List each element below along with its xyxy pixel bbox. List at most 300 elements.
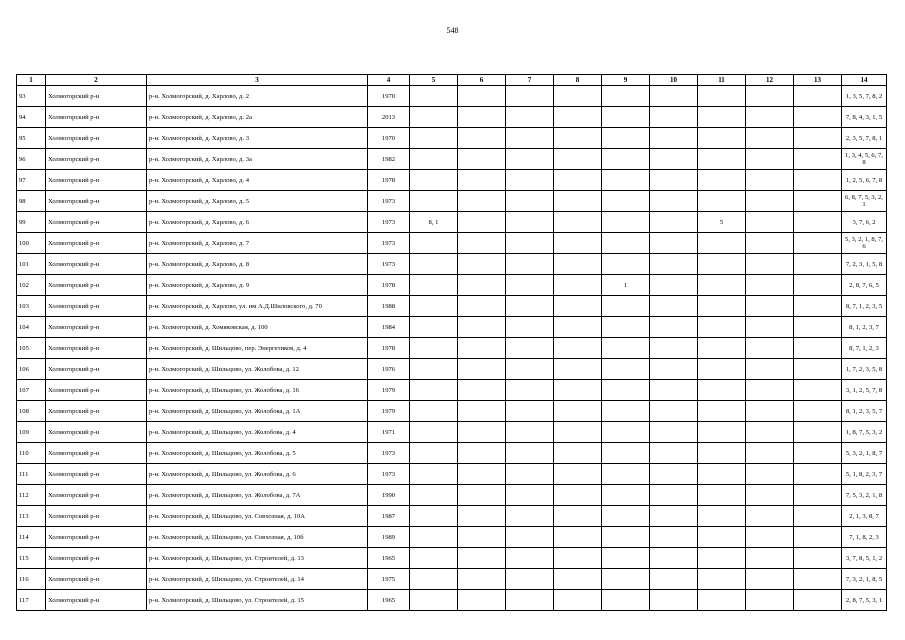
col14-cell: 5, 3, 2, 1, 8, 7, 6 (842, 233, 887, 254)
empty-cell (650, 317, 698, 338)
empty-cell (746, 107, 794, 128)
row-number-cell: 102 (17, 275, 46, 296)
table-row (17, 107, 887, 128)
table-row (17, 380, 887, 401)
year-cell: 1970 (368, 86, 410, 107)
empty-cell (746, 464, 794, 485)
district-cell: Холмогорский р-н (46, 191, 147, 212)
address-cell: р-н. Холмогорский, д. Харлово, д. 7 (147, 233, 368, 254)
row-number-cell: 106 (17, 359, 46, 380)
district-cell: Холмогорский р-н (46, 485, 147, 506)
col9-cell (602, 191, 650, 212)
empty-cell (794, 107, 842, 128)
district-cell: Холмогорский р-н (46, 380, 147, 401)
empty-cell (794, 191, 842, 212)
district-cell: Холмогорский р-н (46, 107, 147, 128)
header-row (17, 75, 887, 86)
table-row (17, 422, 887, 443)
col11-cell (698, 107, 746, 128)
table-body (17, 86, 887, 611)
year-cell: 1973 (368, 233, 410, 254)
empty-cell (506, 527, 554, 548)
table-row (17, 485, 887, 506)
table-row (17, 464, 887, 485)
empty-cell (746, 548, 794, 569)
year-cell: 1978 (368, 170, 410, 191)
empty-cell (794, 275, 842, 296)
empty-cell (506, 464, 554, 485)
empty-cell (794, 128, 842, 149)
empty-cell (458, 296, 506, 317)
col14-cell: 8, 1, 2, 3, 5, 7 (842, 401, 887, 422)
empty-cell (458, 443, 506, 464)
empty-cell (458, 359, 506, 380)
table-row (17, 254, 887, 275)
table-row (17, 443, 887, 464)
empty-cell (506, 86, 554, 107)
empty-cell (458, 380, 506, 401)
empty-cell (794, 149, 842, 170)
column-header: 13 (794, 75, 842, 86)
row-number-cell: 107 (17, 380, 46, 401)
col11-cell (698, 590, 746, 611)
col5-cell (410, 254, 458, 275)
year-cell: 1988 (368, 296, 410, 317)
col11-cell (698, 338, 746, 359)
empty-cell (506, 443, 554, 464)
col5-cell (410, 359, 458, 380)
empty-cell (458, 254, 506, 275)
empty-cell (554, 527, 602, 548)
empty-cell (746, 275, 794, 296)
district-cell: Холмогорский р-н (46, 590, 147, 611)
district-cell: Холмогорский р-н (46, 170, 147, 191)
col14-cell: 7, 3, 2, 1, 8, 5 (842, 569, 887, 590)
year-cell: 1971 (368, 422, 410, 443)
empty-cell (794, 380, 842, 401)
col14-cell: 7, 8, 4, 3, 1, 5 (842, 107, 887, 128)
empty-cell (554, 569, 602, 590)
empty-cell (650, 107, 698, 128)
year-cell: 1978 (368, 275, 410, 296)
empty-cell (554, 296, 602, 317)
column-header: 6 (458, 75, 506, 86)
year-cell: 1973 (368, 254, 410, 275)
empty-cell (554, 548, 602, 569)
row-number-cell: 99 (17, 212, 46, 233)
district-cell: Холмогорский р-н (46, 275, 147, 296)
district-cell: Холмогорский р-н (46, 422, 147, 443)
row-number-cell: 95 (17, 128, 46, 149)
table-row (17, 296, 887, 317)
address-cell: р-н. Холмогорский, д. Харлово, д. 4 (147, 170, 368, 191)
empty-cell (746, 401, 794, 422)
empty-cell (746, 86, 794, 107)
col5-cell (410, 149, 458, 170)
empty-cell (554, 86, 602, 107)
empty-cell (554, 317, 602, 338)
col14-cell: 8, 7, 1, 2, 3 (842, 338, 887, 359)
district-cell: Холмогорский р-н (46, 443, 147, 464)
empty-cell (506, 191, 554, 212)
empty-cell (746, 485, 794, 506)
year-cell: 1965 (368, 548, 410, 569)
district-cell: Холмогорский р-н (46, 233, 147, 254)
empty-cell (650, 149, 698, 170)
col11-cell (698, 149, 746, 170)
empty-cell (746, 506, 794, 527)
address-cell: р-н. Холмогорский, д. Шильцово, ул. Жолобова, д. 4 (147, 422, 368, 443)
year-cell: 1965 (368, 590, 410, 611)
empty-cell (458, 569, 506, 590)
empty-cell (506, 506, 554, 527)
empty-cell (746, 128, 794, 149)
table-row (17, 317, 887, 338)
empty-cell (794, 401, 842, 422)
col5-cell (410, 506, 458, 527)
year-cell: 1973 (368, 191, 410, 212)
address-cell: р-н. Холмогорский, д. Шильцово, ул. Совхозная, д. 10б (147, 527, 368, 548)
empty-cell (506, 317, 554, 338)
year-cell: 1973 (368, 443, 410, 464)
empty-cell (506, 380, 554, 401)
col9-cell (602, 380, 650, 401)
col11-cell (698, 128, 746, 149)
address-cell: р-н. Холмогорский, д. Харлово, д. 2 (147, 86, 368, 107)
col14-cell: 2, 1, 3, 8, 7 (842, 506, 887, 527)
table-row (17, 170, 887, 191)
empty-cell (506, 296, 554, 317)
empty-cell (554, 338, 602, 359)
empty-cell (650, 464, 698, 485)
empty-cell (458, 233, 506, 254)
empty-cell (458, 485, 506, 506)
col11-cell (698, 86, 746, 107)
col5-cell (410, 443, 458, 464)
empty-cell (506, 338, 554, 359)
col9-cell (602, 170, 650, 191)
empty-cell (554, 359, 602, 380)
empty-cell (650, 86, 698, 107)
col5-cell (410, 401, 458, 422)
col9-cell (602, 464, 650, 485)
row-number-cell: 103 (17, 296, 46, 317)
empty-cell (746, 527, 794, 548)
col5-cell (410, 548, 458, 569)
empty-cell (506, 422, 554, 443)
table-row (17, 338, 887, 359)
district-cell: Холмогорский р-н (46, 128, 147, 149)
empty-cell (746, 569, 794, 590)
empty-cell (746, 338, 794, 359)
empty-cell (554, 443, 602, 464)
empty-cell (650, 506, 698, 527)
col9-cell (602, 317, 650, 338)
row-number-cell: 116 (17, 569, 46, 590)
col9-cell (602, 338, 650, 359)
col14-cell: 7, 1, 8, 2, 3 (842, 527, 887, 548)
col11-cell (698, 548, 746, 569)
col14-cell: 8, 1, 2, 3, 7 (842, 317, 887, 338)
empty-cell (554, 464, 602, 485)
col9-cell (602, 296, 650, 317)
address-cell: р-н. Холмогорский, д. Харлово, д. 3 (147, 128, 368, 149)
col9-cell (602, 86, 650, 107)
col11-cell (698, 317, 746, 338)
col11-cell (698, 170, 746, 191)
empty-cell (458, 548, 506, 569)
col14-cell: 7, 5, 3, 2, 1, 8 (842, 485, 887, 506)
empty-cell (794, 338, 842, 359)
row-number-cell: 117 (17, 590, 46, 611)
empty-cell (506, 485, 554, 506)
col14-cell: 1, 3, 5, 7, 8, 2 (842, 86, 887, 107)
district-cell: Холмогорский р-н (46, 212, 147, 233)
col11-cell (698, 233, 746, 254)
col5-cell (410, 527, 458, 548)
empty-cell (506, 149, 554, 170)
col14-cell: 2, 3, 5, 7, 8, 1 (842, 128, 887, 149)
col9-cell (602, 212, 650, 233)
empty-cell (794, 527, 842, 548)
district-cell: Холмогорский р-н (46, 569, 147, 590)
row-number-cell: 94 (17, 107, 46, 128)
empty-cell (794, 317, 842, 338)
col11-cell (698, 275, 746, 296)
empty-cell (554, 485, 602, 506)
column-header: 7 (506, 75, 554, 86)
row-number-cell: 111 (17, 464, 46, 485)
empty-cell (458, 338, 506, 359)
row-number-cell: 98 (17, 191, 46, 212)
empty-cell (794, 86, 842, 107)
col14-cell: 1, 3, 4, 5, 6, 7, 8 (842, 149, 887, 170)
col11-cell (698, 527, 746, 548)
empty-cell (746, 443, 794, 464)
table-row (17, 212, 887, 233)
empty-cell (554, 590, 602, 611)
empty-cell (458, 170, 506, 191)
empty-cell (458, 527, 506, 548)
year-cell: 1973 (368, 464, 410, 485)
empty-cell (554, 170, 602, 191)
year-cell: 1975 (368, 569, 410, 590)
address-cell: р-н. Холмогорский, д. Шильцово, ул. Строителей, д. 15 (147, 590, 368, 611)
empty-cell (458, 464, 506, 485)
empty-cell (458, 107, 506, 128)
empty-cell (794, 569, 842, 590)
empty-cell (650, 275, 698, 296)
row-number-cell: 108 (17, 401, 46, 422)
empty-cell (650, 170, 698, 191)
row-number-cell: 115 (17, 548, 46, 569)
address-cell: р-н. Холмогорский, д. Шильцово, ул. Жолобова, д. 6 (147, 464, 368, 485)
year-cell: 1989 (368, 527, 410, 548)
col9-cell (602, 422, 650, 443)
col11-cell (698, 380, 746, 401)
address-cell: р-н. Холмогорский, д. Харлово, ул. им А.Д.Шиловского, д. 70 (147, 296, 368, 317)
page-number: 548 (446, 26, 459, 35)
empty-cell (794, 212, 842, 233)
empty-cell (650, 254, 698, 275)
col9-cell (602, 107, 650, 128)
row-number-cell: 105 (17, 338, 46, 359)
col9-cell (602, 527, 650, 548)
empty-cell (794, 254, 842, 275)
address-cell: р-н. Холмогорский, д. Шильцово, ул. Строителей, д. 14 (147, 569, 368, 590)
table-row (17, 506, 887, 527)
col5-cell (410, 485, 458, 506)
row-number-cell: 104 (17, 317, 46, 338)
address-cell: р-н. Холмогорский, д. Харлово, д. 9 (147, 275, 368, 296)
col11-cell (698, 254, 746, 275)
year-cell: 1987 (368, 506, 410, 527)
address-cell: р-н. Холмогорский, д. Шильцово, ул. Жолобова, д. 1А (147, 401, 368, 422)
col5-cell (410, 128, 458, 149)
col9-cell (602, 401, 650, 422)
col11-cell (698, 422, 746, 443)
address-cell: р-н. Холмогорский, д. Шильцово, ул. Жолобова, д. 5 (147, 443, 368, 464)
empty-cell (794, 359, 842, 380)
empty-cell (650, 233, 698, 254)
empty-cell (794, 296, 842, 317)
empty-cell (746, 233, 794, 254)
col5-cell (410, 464, 458, 485)
empty-cell (458, 422, 506, 443)
column-header: 4 (368, 75, 410, 86)
col5-cell (410, 317, 458, 338)
empty-cell (746, 191, 794, 212)
col9-cell (602, 254, 650, 275)
empty-cell (554, 191, 602, 212)
column-header: 14 (842, 75, 887, 86)
empty-cell (746, 296, 794, 317)
year-cell: 1978 (368, 338, 410, 359)
empty-cell (554, 380, 602, 401)
empty-cell (458, 149, 506, 170)
col9-cell (602, 569, 650, 590)
empty-cell (650, 296, 698, 317)
table-row (17, 86, 887, 107)
col9-cell (602, 233, 650, 254)
col9-cell (602, 485, 650, 506)
empty-cell (650, 212, 698, 233)
empty-cell (746, 254, 794, 275)
empty-cell (650, 443, 698, 464)
col5-cell (410, 275, 458, 296)
col9-cell (602, 359, 650, 380)
col14-cell: 3, 1, 2, 5, 7, 8 (842, 380, 887, 401)
year-cell: 1979 (368, 380, 410, 401)
address-cell: р-н. Холмогорский, д. Шильцово, ул. Жолобова, д. 12 (147, 359, 368, 380)
col5-cell (410, 170, 458, 191)
col5-cell (410, 191, 458, 212)
empty-cell (554, 254, 602, 275)
col5-cell (410, 338, 458, 359)
col9-cell: 1 (602, 275, 650, 296)
column-header: 8 (554, 75, 602, 86)
district-cell: Холмогорский р-н (46, 86, 147, 107)
empty-cell (458, 86, 506, 107)
empty-cell (506, 548, 554, 569)
col5-cell (410, 590, 458, 611)
column-header: 5 (410, 75, 458, 86)
table-row (17, 401, 887, 422)
empty-cell (506, 359, 554, 380)
row-number-cell: 114 (17, 527, 46, 548)
empty-cell (506, 254, 554, 275)
address-cell: р-н. Холмогорский, д. Шильцово, ул. Жолобова, д. 7А (147, 485, 368, 506)
year-cell: 1984 (368, 317, 410, 338)
empty-cell (506, 590, 554, 611)
col14-cell: 5, 3, 2, 1, 8, 7 (842, 443, 887, 464)
empty-cell (554, 422, 602, 443)
col11-cell (698, 506, 746, 527)
empty-cell (650, 380, 698, 401)
row-number-cell: 96 (17, 149, 46, 170)
col14-cell: 3, 7, 8, 5, 1, 2 (842, 548, 887, 569)
district-cell: Холмогорский р-н (46, 464, 147, 485)
empty-cell (794, 233, 842, 254)
address-cell: р-н. Холмогорский, д. Харлово, д. 2а (147, 107, 368, 128)
empty-cell (746, 212, 794, 233)
register-table (16, 74, 887, 611)
empty-cell (650, 548, 698, 569)
empty-cell (794, 422, 842, 443)
col14-cell: 7, 2, 3, 1, 5, 8 (842, 254, 887, 275)
col5-cell (410, 233, 458, 254)
col9-cell (602, 590, 650, 611)
empty-cell (794, 170, 842, 191)
empty-cell (554, 149, 602, 170)
empty-cell (794, 548, 842, 569)
col5-cell: 8, 1 (410, 212, 458, 233)
empty-cell (650, 359, 698, 380)
col9-cell (602, 443, 650, 464)
empty-cell (506, 128, 554, 149)
row-number-cell: 97 (17, 170, 46, 191)
col14-cell: 3, 7, 6, 2 (842, 212, 887, 233)
empty-cell (506, 275, 554, 296)
table-row (17, 569, 887, 590)
empty-cell (650, 590, 698, 611)
district-cell: Холмогорский р-н (46, 338, 147, 359)
col11-cell (698, 464, 746, 485)
empty-cell (458, 506, 506, 527)
empty-cell (746, 422, 794, 443)
table-row (17, 548, 887, 569)
year-cell: 1982 (368, 149, 410, 170)
col5-cell (410, 107, 458, 128)
year-cell: 1973 (368, 212, 410, 233)
row-number-cell: 100 (17, 233, 46, 254)
column-header: 12 (746, 75, 794, 86)
col11-cell (698, 296, 746, 317)
empty-cell (794, 485, 842, 506)
empty-cell (458, 212, 506, 233)
col11-cell: 5 (698, 212, 746, 233)
empty-cell (650, 569, 698, 590)
district-cell: Холмогорский р-н (46, 548, 147, 569)
empty-cell (554, 128, 602, 149)
col11-cell (698, 359, 746, 380)
district-cell: Холмогорский р-н (46, 296, 147, 317)
col5-cell (410, 86, 458, 107)
empty-cell (746, 149, 794, 170)
empty-cell (554, 506, 602, 527)
empty-cell (506, 212, 554, 233)
address-cell: р-н. Холмогорский, д. Харлово, д. 8 (147, 254, 368, 275)
